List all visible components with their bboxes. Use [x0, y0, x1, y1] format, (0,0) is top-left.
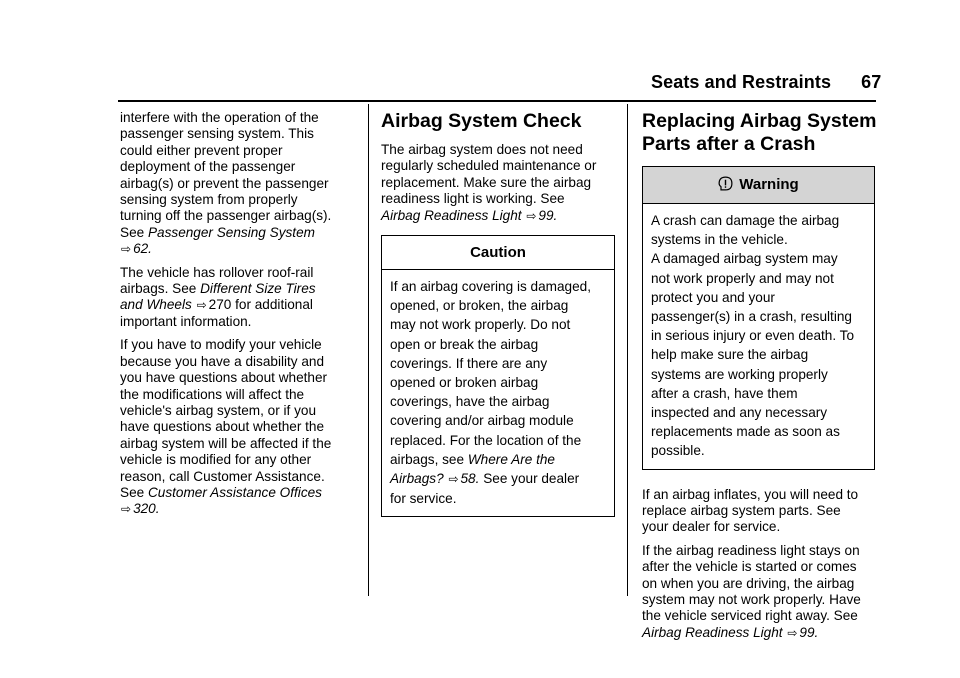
- text-line: opened or broken airbag: [390, 375, 539, 391]
- text-line: could either prevent proper: [120, 142, 283, 158]
- text-line: open or break the airbag: [390, 336, 539, 352]
- text-line: the modifications will affect the: [120, 386, 305, 402]
- warning-header: [643, 167, 874, 204]
- page-ref-arrow-icon: ⇨: [526, 208, 537, 223]
- heading-airbag-system-check: Airbag System Check: [381, 110, 582, 132]
- column-2: [381, 110, 615, 517]
- page-ref-arrow-icon: ⇨: [121, 502, 132, 517]
- text-line: If an airbag inflates, you will need to: [642, 486, 859, 502]
- page-ref-270[interactable]: 270: [208, 297, 232, 313]
- link-airbags[interactable]: Airbags?: [390, 471, 444, 487]
- caution-body: [382, 270, 614, 516]
- text-line: because you have a disability and: [120, 353, 325, 369]
- page-header: [651, 72, 881, 93]
- text-line: the vehicle serviced right away. See: [642, 608, 858, 624]
- text-line: may not work properly. Do not: [390, 317, 571, 333]
- text-line: interfere with the operation of the: [120, 110, 319, 125]
- text-line: coverings. If there are any: [390, 355, 548, 371]
- column-divider-2: [627, 104, 628, 596]
- text-line: for additional: [235, 297, 313, 313]
- text-line: turning off the passenger airbag(s).: [120, 208, 332, 224]
- text-line: systems are working properly: [651, 366, 828, 382]
- text-line: replacements made as soon as: [651, 424, 840, 440]
- text-line: regularly scheduled maintenance or: [381, 158, 597, 174]
- text-line: for service.: [390, 491, 457, 507]
- text-line: in serious injury or even death. To: [651, 328, 855, 344]
- text-line: If the airbag readiness light stays on: [642, 542, 860, 558]
- link-airbag-readiness-light[interactable]: Airbag Readiness Light: [642, 624, 783, 640]
- page-ref-99[interactable]: 99.: [538, 207, 558, 223]
- column-1: [120, 110, 360, 525]
- text-line: opened, or broken, the airbag: [390, 298, 569, 314]
- text-line: vehicle's airbag system, or if you: [120, 402, 317, 418]
- text-line: important information.: [120, 313, 252, 329]
- text-line: inspected and any necessary: [651, 405, 828, 421]
- text-line: See your dealer: [483, 471, 580, 487]
- text-line: have questions about whether the: [120, 419, 325, 435]
- header-rule: [118, 100, 876, 102]
- text-line: A damaged airbag system may: [651, 251, 838, 267]
- link-and-wheels[interactable]: and Wheels: [120, 297, 192, 313]
- paragraph-readiness-light: [642, 543, 876, 641]
- warning-box: [642, 166, 875, 470]
- text-line: passenger sensing system. This: [120, 126, 314, 142]
- text-line: replaced. For the location of the: [390, 432, 582, 448]
- text-line: possible.: [651, 443, 705, 459]
- heading-line: Parts after a Crash: [642, 133, 816, 155]
- link-passenger-sensing-system[interactable]: Passenger Sensing System: [147, 224, 315, 240]
- text-line: on when you are driving, the airbag: [642, 575, 855, 591]
- text-line: airbags. See: [120, 281, 197, 297]
- page-ref-arrow-icon: ⇨: [121, 242, 132, 257]
- section-title: Seats and Restraints: [651, 72, 832, 92]
- text-line: The airbag system does not need: [381, 142, 583, 157]
- text-line: The vehicle has rollover roof-rail: [120, 264, 314, 280]
- text-line: you have questions about whether: [120, 370, 328, 386]
- page-ref-arrow-icon: ⇨: [787, 625, 798, 640]
- text-line: not work properly and may not: [651, 270, 834, 286]
- text-see: See: [120, 484, 145, 500]
- text-line: coverings, have the airbag: [390, 394, 550, 410]
- warning-icon: [718, 176, 733, 191]
- paragraph-interference: [120, 110, 360, 258]
- text-line: replacement. Make sure the airbag: [381, 174, 592, 190]
- column-divider-1: [368, 104, 369, 596]
- link-customer-assistance-offices[interactable]: Customer Assistance Offices: [147, 484, 322, 500]
- page-number: 67: [861, 72, 882, 92]
- paragraph-system-check: [381, 142, 615, 224]
- text-line: airbag(s) or prevent the passenger: [120, 175, 329, 191]
- text-line: If an airbag covering is damaged,: [390, 279, 592, 295]
- text-line: protect you and your: [651, 289, 775, 305]
- column-3: [642, 110, 876, 648]
- warning-body: [643, 204, 874, 469]
- text-line: covering and/or airbag module: [390, 413, 574, 429]
- text-line: replace airbag system parts. See: [642, 503, 841, 519]
- paragraph-airbag-inflates: [642, 487, 876, 536]
- text-line: system may not work properly. Have: [642, 592, 861, 608]
- text-line: after the vehicle is started or comes: [642, 559, 857, 575]
- text-line: readiness light is working. See: [381, 191, 565, 207]
- text-line: passenger(s) in a crash, resulting: [651, 309, 852, 325]
- text-line: A crash can damage the airbag: [651, 213, 840, 228]
- page-ref-99[interactable]: 99.: [799, 624, 819, 640]
- paragraph-rollover: [120, 265, 360, 331]
- text-line: If you have to modify your vehicle: [120, 337, 322, 353]
- text-line: systems in the vehicle.: [651, 232, 788, 248]
- text-line: help make sure the airbag: [651, 347, 809, 363]
- text-line: reason, call Customer Assistance.: [120, 468, 325, 484]
- page-ref-arrow-icon: ⇨: [448, 472, 459, 487]
- page-ref-320[interactable]: 320.: [133, 501, 160, 517]
- text-line: sensing system from properly: [120, 192, 298, 208]
- link-where-are-the[interactable]: Where Are the: [467, 451, 555, 467]
- page-ref-arrow-icon: ⇨: [196, 298, 207, 313]
- warning-title: Warning: [739, 176, 799, 193]
- link-different-size-tires[interactable]: Different Size Tires: [200, 281, 316, 297]
- text-line: deployment of the passenger: [120, 159, 296, 175]
- heading-line: Replacing Airbag System: [642, 110, 877, 132]
- text-line: airbags, see: [390, 451, 465, 467]
- link-airbag-readiness-light[interactable]: Airbag Readiness Light: [381, 207, 522, 223]
- text-line: after a crash, have them: [651, 385, 798, 401]
- page-ref-58[interactable]: 58.: [460, 471, 480, 487]
- caution-box: [381, 235, 615, 517]
- text-see: See: [120, 224, 145, 240]
- paragraph-modify-vehicle: [120, 337, 360, 517]
- text-line: your dealer for service.: [642, 519, 781, 535]
- text-line: vehicle is modified for any other: [120, 452, 312, 468]
- caution-title: Caution: [382, 236, 614, 270]
- heading-replacing-airbag-parts: [642, 110, 876, 156]
- text-line: airbag system will be affected if the: [120, 435, 332, 451]
- page-ref-62[interactable]: 62.: [133, 241, 152, 257]
